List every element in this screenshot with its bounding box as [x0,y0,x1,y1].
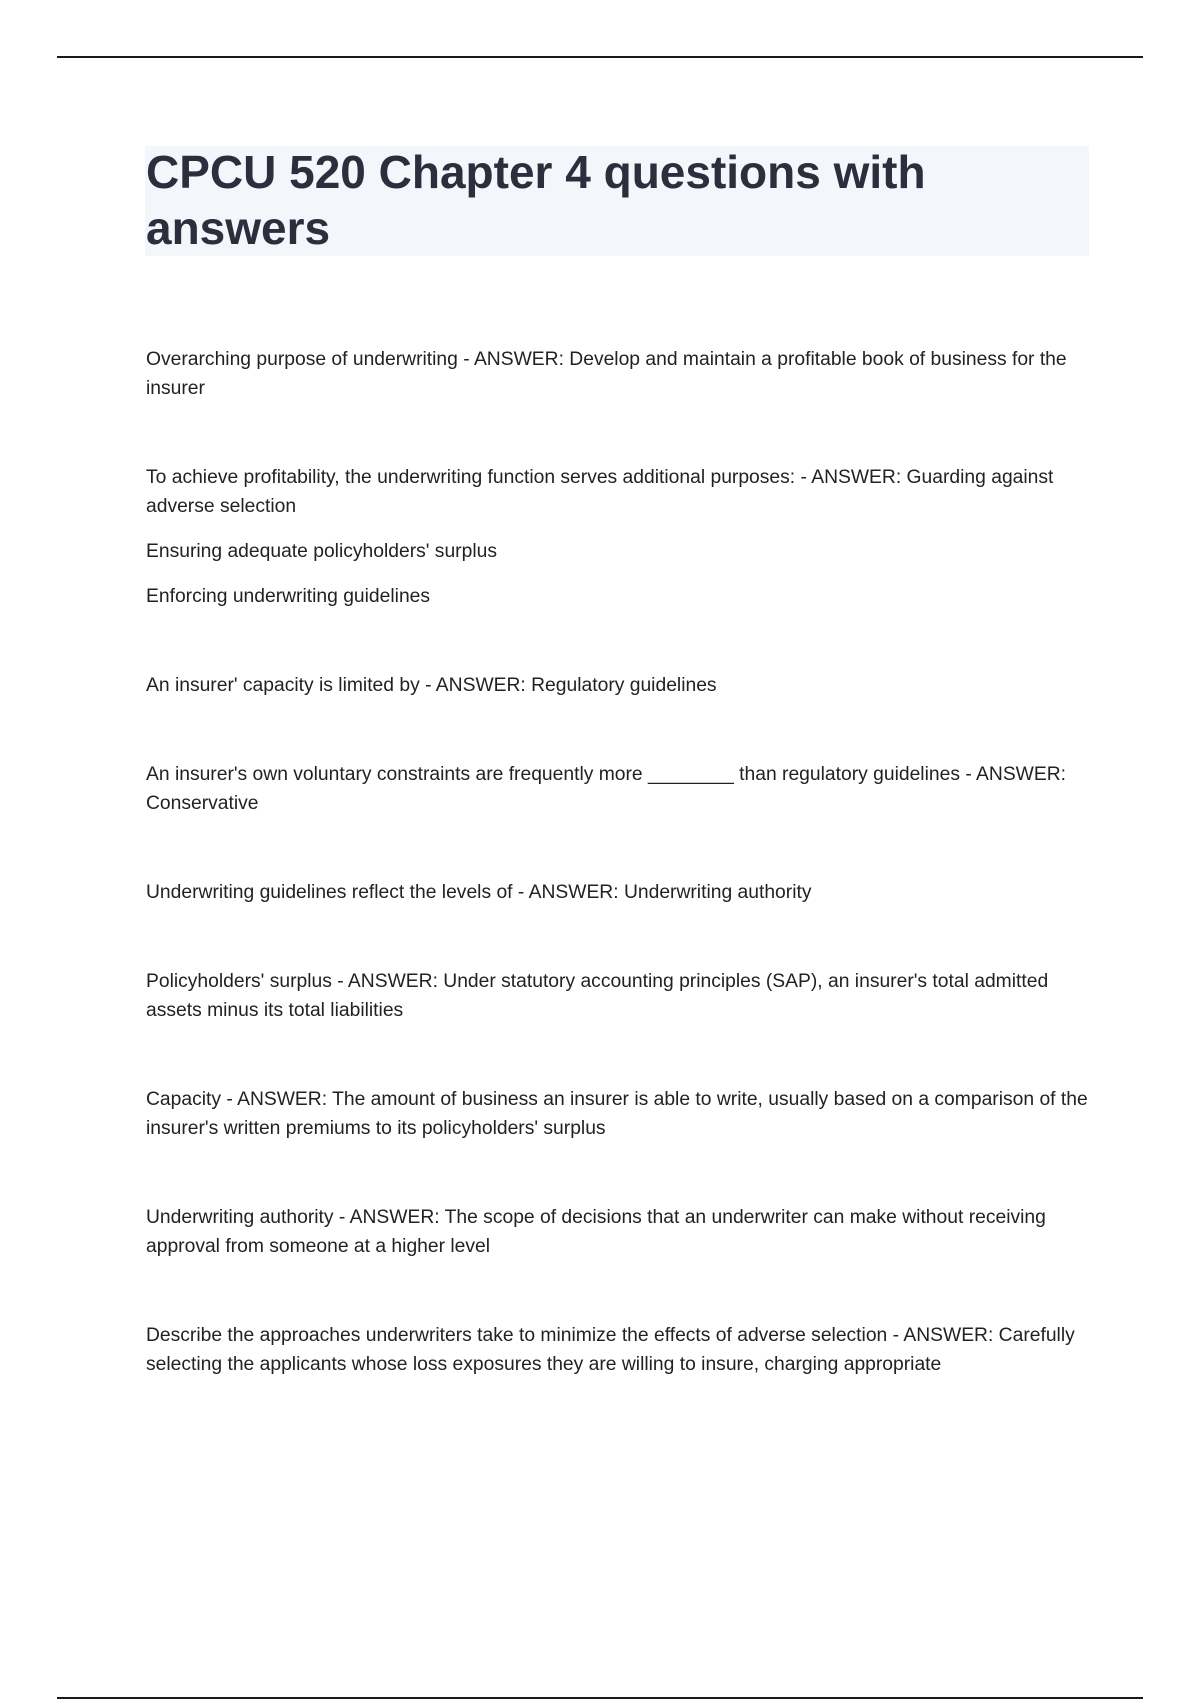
qa-text: Underwriting authority - ANSWER: The scope of decisions that an underwriter can make without receiving approval from someone at a higher level [146,1207,1046,1257]
qa-item [146,967,1094,1025]
qa-text: Describe the approaches underwriters take to minimize the effects of adverse selection - ANSWER: Carefully selecting the applicants whose loss exposures they are willing to insure, charging appropriate [146,1325,1075,1375]
qa-item [146,760,1094,818]
qa-text: Capacity - ANSWER: The amount of business an insurer is able to write, usually based on a comparison of the insurer's written premiums to its policyholders' surplus [146,1089,1088,1139]
qa-item [146,1085,1094,1143]
qa-list [146,345,1094,1439]
qa-text: An insurer' capacity is limited by - ANSWER: Regulatory guidelines [146,675,717,696]
qa-text: Policyholders' surplus - ANSWER: Under statutory accounting principles (SAP), an insurer's total admitted assets minus its total liabilities [146,971,1049,1021]
qa-item [146,878,1094,907]
document-title: CPCU 520 Chapter 4 questions with answers [146,146,926,254]
qa-text: To achieve profitability, the underwriting function serves additional purposes: - ANSWER: Guarding against adverse selection [146,467,1054,517]
qa-item [146,345,1094,403]
top-divider [57,56,1143,58]
qa-text: An insurer's own voluntary constraints are frequently more ________ than regulatory guidelines - ANSWER: Conservative [146,764,1067,814]
qa-text: Ensuring adequate policyholders' surplus [146,541,497,562]
qa-text: Overarching purpose of underwriting - ANSWER: Develop and maintain a profitable book of business for the insurer [146,349,1067,399]
qa-item [146,1321,1094,1379]
qa-item [146,1203,1094,1261]
qa-item [146,671,1094,700]
qa-text: Enforcing underwriting guidelines [146,586,431,607]
qa-item [146,463,1094,611]
bottom-divider [57,1697,1143,1699]
qa-text: Underwriting guidelines reflect the levels of - ANSWER: Underwriting authority [146,882,812,903]
